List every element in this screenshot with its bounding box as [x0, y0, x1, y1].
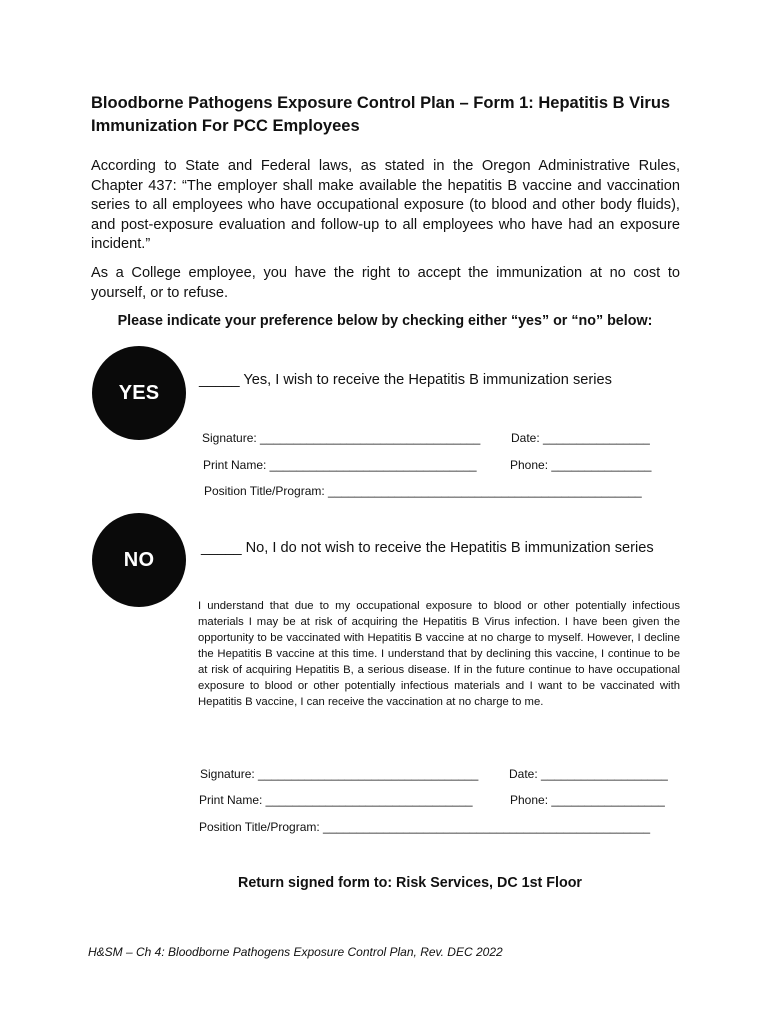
yes-date-field[interactable]: Date: ________________ — [511, 431, 650, 445]
no-date-field[interactable]: Date: ___________________ — [509, 767, 668, 781]
yes-option[interactable]: _____ Yes, I wish to receive the Hepatitis B immunization series — [199, 372, 612, 388]
yes-phone-field[interactable]: Phone: _______________ — [510, 458, 652, 472]
no-option[interactable]: _____ No, I do not wish to receive the Hepatitis B immunization series — [201, 540, 654, 556]
no-signature-field[interactable]: Signature: _________________________________ — [200, 767, 479, 781]
return-instruction: Return signed form to: Risk Services, DC 1st Floor — [238, 875, 582, 891]
yes-badge — [92, 346, 186, 440]
no-phone-field[interactable]: Phone: _________________ — [510, 793, 665, 807]
no-badge-label: NO — [123, 548, 155, 571]
form-title: Bloodborne Pathogens Exposure Control Plan – Form 1: Hepatitis B Virus Immunization For PCC Employees — [91, 94, 671, 135]
intro-paragraph: According to State and Federal laws, as stated in the Oregon Administrative Rules, Chapter 437: “The employer shall make available the hepatitis B vaccine and vaccination series to all employees who have occupational exposure (to blood and other body fluids), and post-exposure evaluation and follow-up to all employees who have had an exposure incident.” — [91, 158, 680, 252]
page-footer: H&SM – Ch 4: Bloodborne Pathogens Exposure Control Plan, Rev. DEC 2022 — [88, 945, 503, 959]
yes-position-field[interactable]: Position Title/Program: _______________________________________________ — [204, 484, 642, 498]
declination-statement: I understand that due to my occupational exposure to blood or other potentially infectious materials I may be at risk of acquiring the Hepatitis B Virus infection. I have been given the opportunity to be vaccinated with Hepatitis B vaccine at no charge to myself. However, I decline the Hepatitis B vaccine at this time. I understand that by declining this vaccine, I continue to be at risk of acquiring Hepatitis B, a serious disease. If in the future continue to have occupational exposure to blood or other potentially infectious materials and I want to be vaccinated with Hepatitis B vaccine, I can receive the vaccination at no charge to me. — [198, 600, 680, 708]
yes-badge-label: YES — [118, 381, 160, 404]
yes-print-name-field[interactable]: Print Name: _______________________________ — [203, 458, 477, 472]
no-position-field[interactable]: Position Title/Program: _________________________________________________ — [199, 820, 651, 834]
rights-paragraph: As a College employee, you have the right to accept the immunization at no cost to yourself, or to refuse. — [91, 265, 680, 301]
instruction-text: Please indicate your preference below by checking either “yes” or “no” below: — [117, 313, 653, 329]
no-badge — [92, 513, 186, 607]
yes-signature-field[interactable]: Signature: _________________________________ — [202, 431, 481, 445]
no-print-name-field[interactable]: Print Name: _______________________________ — [199, 793, 473, 807]
